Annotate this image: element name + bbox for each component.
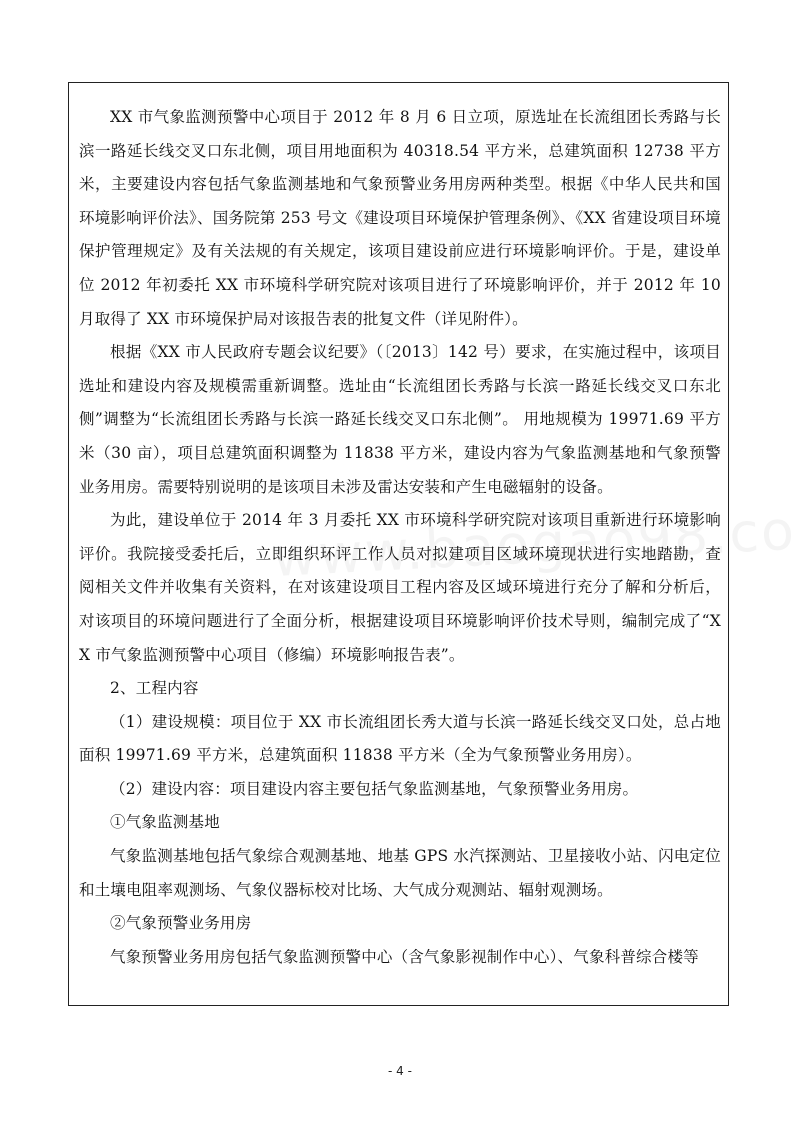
- document-body: [79, 101, 721, 974]
- paragraph-site-adjustment: 根据《XX 市人民政府专题会议纪要》（〔2013〕142 号）要求，在实施过程中，该项目选址和建设内容及规模需重新调整。选址由“长流组团长秀路与长滨一路延长线交叉口东北侧”调整为“长流组团长秀路与长滨一路延长线交叉口东北侧”。 用地规模为 19971.69 平方米（30 亩），项目总建筑面积调整为 11838 平方米，建设内容为气象监测基地和气象预警业务用房。需要特别说明的是该项目未涉及雷达安装和产生电磁辐射的设备。: [79, 343, 721, 496]
- page-number: - 4 -: [388, 1064, 412, 1078]
- paragraph-project-background: XX 市气象监测预警中心项目于 2012 年 8 月 6 日立项，原选址在长流组团长秀路与长滨一路延长线交叉口东北侧，项目用地面积为 40318.54 平方米，总建筑面积 12738 平方米，主要建设内容包括气象监测基地和气象预警业务用房两种类型。根据《中华人民共和国环境影响评价法》、国务院第 253 号文《建设项目环境保护管理条例》、《XX 省建设项目环境保护管理规定》及有关法规的有关规定，该项目建设前应进行环境影响评价。于是，建设单位 2012 年初委托 XX 市环境科学研究院对该项目进行了环境影响评价，并于 2012 年 10 月取得了 XX 市环境保护局对该报告表的批复文件（详见附件）。: [79, 108, 721, 328]
- subheading-monitoring-base: ①气象监测基地: [110, 813, 220, 832]
- content-frame: [68, 82, 729, 1006]
- paragraph-reassessment: 为此，建设单位于 2014 年 3 月委托 XX 市环境科学研究院对该项目重新进行环境影响评价。我院接受委托后，立即组织环评工作人员对拟建项目区域环境现状进行实地踏勘，查阅相关文件并收集有关资料，在对该建设项目工程内容及区域环境进行充分了解和分析后，对该项目的环境问题进行了全面分析，根据建设项目环境影响评价技术导则，编制完成了“XX 市气象监测预警中心项目（修编）环境影响报告表”。: [79, 511, 721, 664]
- paragraph-warning-building: 气象预警业务用房包括气象监测预警中心（含气象影视制作中心）、气象科普综合楼等: [110, 947, 699, 966]
- paragraph-monitoring-base: 气象监测基地包括气象综合观测基地、地基 GPS 水汽探测站、卫星接收小站、闪电定位和土壤电阻率观测场、气象仪器标校对比场、大气成分观测站、辐射观测场。: [79, 847, 721, 899]
- subheading-warning-building: ②气象预警业务用房: [110, 914, 252, 933]
- section-heading-engineering-content: 2、工程内容: [110, 679, 199, 698]
- paragraph-construction-scale: （1）建设规模：项目位于 XX 市长流组团长秀大道与长滨一路延长线交叉口处，总占地面积 19971.69 平方米，总建筑面积 11838 平方米（全为气象预警业务用房）。: [79, 712, 721, 765]
- paragraph-construction-content: （2）建设内容：项目建设内容主要包括气象监测基地，气象预警业务用房。: [110, 779, 639, 798]
